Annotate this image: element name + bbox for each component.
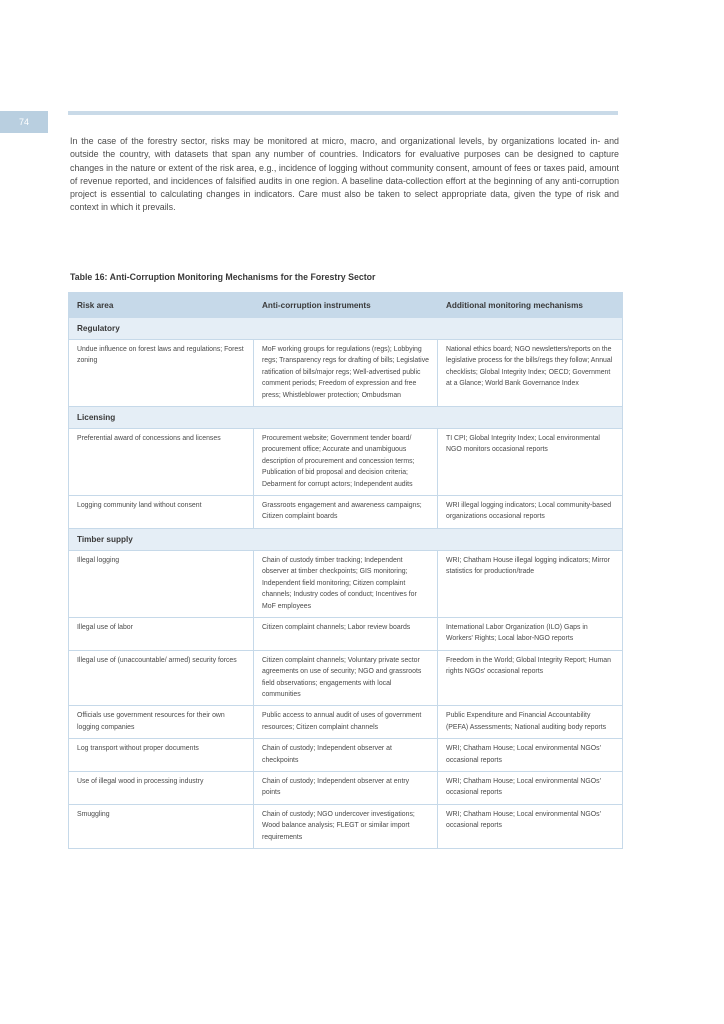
instruments-cell: Public access to annual audit of uses of government resources; Citizen complaint channels (254, 706, 438, 739)
section-label: Timber supply (69, 528, 623, 550)
instruments-cell: Citizen complaint channels; Labor review boards (254, 617, 438, 650)
section-row-timber-supply (69, 528, 623, 550)
section-row-regulatory (69, 318, 623, 340)
section-label: Regulatory (69, 318, 623, 340)
monitoring-cell: WRI; Chatham House illegal logging indicators; Mirror statistics for production/trade (438, 550, 623, 617)
monitoring-cell: WRI illegal logging indicators; Local community-based organizations occasional reports (438, 496, 623, 529)
instruments-cell: MoF working groups for regulations (regs); Lobbying regs; Transparency regs for drafting of bills; Legislative ratification of bills/major regs; Well-advertised public comment periods; Freedom of expression and free press; Whistleblower protection; Ombudsman (254, 340, 438, 407)
monitoring-table-container (68, 292, 622, 849)
risk-area-cell: Smuggling (69, 804, 254, 848)
table-row (69, 706, 623, 739)
monitoring-cell: WRI; Chatham House; Local environmental NGOs' occasional reports (438, 804, 623, 848)
table-row (69, 771, 623, 804)
table-row (69, 496, 623, 529)
instruments-cell: Chain of custody timber tracking; Independent observer at timber checkpoints; GIS monitoring; Independent field monitoring; Citizen complaint channels; Industry codes of conduct; Incentives for MoF employees (254, 550, 438, 617)
instruments-cell: Chain of custody; NGO undercover investigations; Wood balance analysis; FLEGT or similar import requirements (254, 804, 438, 848)
table-header (69, 293, 623, 318)
risk-area-cell: Preferential award of concessions and licenses (69, 429, 254, 496)
section-row-licensing (69, 407, 623, 429)
instruments-cell: Citizen complaint channels; Voluntary private sector agreements on use of security; NGO and grassroots field observations; engagements with local communities (254, 650, 438, 706)
table-row (69, 617, 623, 650)
table-body (69, 318, 623, 849)
risk-area-cell: Illegal use of labor (69, 617, 254, 650)
risk-area-cell: Illegal logging (69, 550, 254, 617)
risk-area-cell: Log transport without proper documents (69, 739, 254, 772)
monitoring-table (68, 292, 623, 849)
risk-area-cell: Logging community land without consent (69, 496, 254, 529)
table-row (69, 739, 623, 772)
table-row (69, 340, 623, 407)
risk-area-cell: Illegal use of (unaccountable/ armed) security forces (69, 650, 254, 706)
section-label: Licensing (69, 407, 623, 429)
header-monitoring: Additional monitoring mechanisms (438, 293, 623, 318)
header-row (69, 293, 623, 318)
instruments-cell: Chain of custody; Independent observer at checkpoints (254, 739, 438, 772)
instruments-cell: Chain of custody; Independent observer at entry points (254, 771, 438, 804)
header-instruments: Anti-corruption instruments (254, 293, 438, 318)
instruments-cell: Procurement website; Government tender board/ procurement office; Accurate and unambiguous description of procurement and concession terms; Publication of bid proposal and decision criteria; Debarment for corrupt actors; Independent audits (254, 429, 438, 496)
risk-area-cell: Use of illegal wood in processing industry (69, 771, 254, 804)
risk-area-cell: Undue influence on forest laws and regulations; Forest zoning (69, 340, 254, 407)
monitoring-cell: WRI; Chatham House; Local environmental NGOs' occasional reports (438, 771, 623, 804)
table-row (69, 804, 623, 848)
header-risk-area: Risk area (69, 293, 254, 318)
monitoring-cell: Public Expenditure and Financial Accountability (PEFA) Assessments; National auditing body reports (438, 706, 623, 739)
risk-area-cell: Officials use government resources for their own logging companies (69, 706, 254, 739)
monitoring-cell: National ethics board; NGO newsletters/reports on the legislative process for the bills/regs they follow; Annual checklists; Global Integrity Index; OECD; Government at a Glance; World Bank Governance Index (438, 340, 623, 407)
table-title: Table 16: Anti-Corruption Monitoring Mechanisms for the Forestry Sector (70, 272, 376, 282)
monitoring-cell: WRI; Chatham House; Local environmental NGOs' occasional reports (438, 739, 623, 772)
monitoring-cell: International Labor Organization (ILO) Gaps in Workers' Rights; Local labor-NGO reports (438, 617, 623, 650)
header-rule (68, 111, 618, 115)
table-row (69, 550, 623, 617)
table-row (69, 429, 623, 496)
instruments-cell: Grassroots engagement and awareness campaigns; Citizen complaint boards (254, 496, 438, 529)
page-number: 74 (0, 111, 48, 133)
monitoring-cell: TI CPI; Global Integrity Index; Local environmental NGO monitors occasional reports (438, 429, 623, 496)
intro-paragraph: In the case of the forestry sector, risks may be monitored at micro, macro, and organizational levels, by organizations located in- and outside the country, with datasets that span any number of countries. Indicators for evaluative purposes can be designed to capture changes in the nature or extent of the risk area, e.g., incidence of logging without community consent, amount of fees or taxes paid, amount of revenue reported, and incidences of falsified audits in one region. A baseline data-collection effort at the beginning of any anti-corruption project is essential to calculating changes in indicators. Care must also be taken to select appropriate data, given the type of risk and context in which it prevails. (70, 136, 619, 213)
table-row (69, 650, 623, 706)
monitoring-cell: Freedom in the World; Global Integrity Report; Human rights NGOs' occasional reports (438, 650, 623, 706)
